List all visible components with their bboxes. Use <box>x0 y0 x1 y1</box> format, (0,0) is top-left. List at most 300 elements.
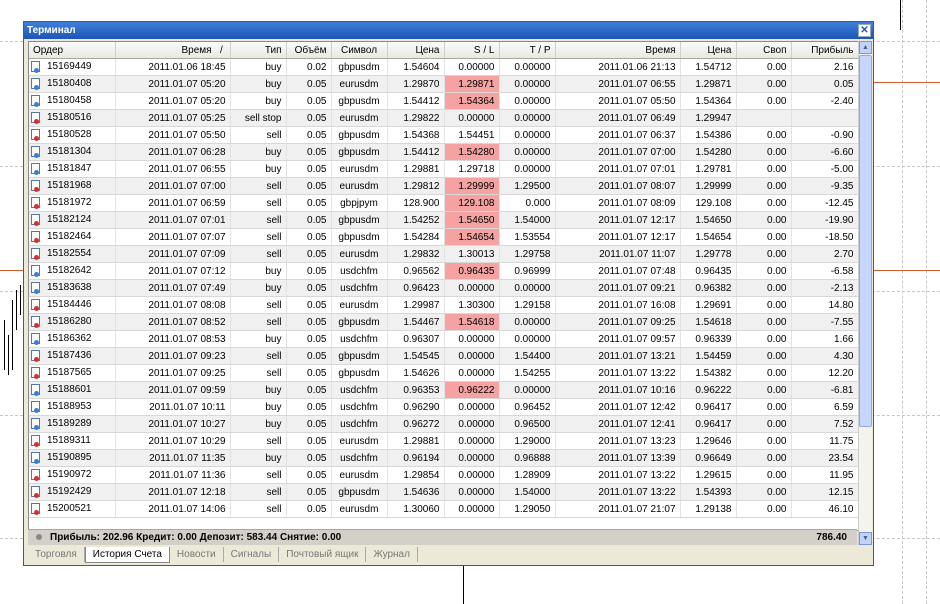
close-price-cell: 1.29781 <box>680 161 736 178</box>
tp-cell: 0.00000 <box>499 382 555 399</box>
sl-cell: 0.00000 <box>444 331 499 348</box>
tp-cell: 0.00000 <box>499 144 555 161</box>
open-time-cell: 2011.01.07 06:59 <box>115 195 230 212</box>
swap-cell: 0.00 <box>736 212 791 229</box>
table-row[interactable] <box>29 144 858 161</box>
order-document-icon <box>31 95 40 106</box>
volume-cell: 0.05 <box>286 433 331 450</box>
close-time-cell: 2011.01.07 06:55 <box>555 76 680 93</box>
sl-cell: 1.54364 <box>444 93 499 110</box>
swap-cell: 0.00 <box>736 467 791 484</box>
sl-cell: 0.00000 <box>444 416 499 433</box>
profit-cell: 7.52 <box>791 416 858 433</box>
open-price-cell: 0.96194 <box>387 450 444 467</box>
close-time-cell: 2011.01.07 06:49 <box>555 110 680 127</box>
grid-line <box>902 0 903 604</box>
table-row[interactable] <box>29 195 858 212</box>
order-number: 15180408 <box>47 78 92 90</box>
open-price-cell: 1.54545 <box>387 348 444 365</box>
column-header-close-price[interactable]: Цена <box>680 42 736 59</box>
order-document-icon <box>31 486 40 497</box>
order-document-icon <box>31 180 40 191</box>
tp-cell: 0.000 <box>499 195 555 212</box>
order-document-icon <box>31 146 40 157</box>
open-time-cell: 2011.01.06 18:45 <box>115 59 230 76</box>
close-time-cell: 2011.01.07 12:17 <box>555 212 680 229</box>
candle <box>4 320 5 370</box>
profit-cell: 11.75 <box>791 433 858 450</box>
column-header-swap[interactable]: Своп <box>736 42 791 59</box>
sl-cell: 129.108 <box>444 195 499 212</box>
vertical-scrollbar[interactable] <box>858 41 872 545</box>
symbol-cell: usdchfm <box>331 382 387 399</box>
symbol-cell: eurusdm <box>331 433 387 450</box>
open-price-cell: 1.29822 <box>387 110 444 127</box>
tp-cell: 0.00000 <box>499 161 555 178</box>
order-cell <box>29 433 115 450</box>
type-cell: buy <box>230 331 286 348</box>
open-price-cell: 128.900 <box>387 195 444 212</box>
open-time-cell: 2011.01.07 07:09 <box>115 246 230 263</box>
order-number: 15188953 <box>47 401 92 413</box>
close-price-cell: 0.96417 <box>680 399 736 416</box>
order-document-icon <box>31 367 40 378</box>
window-title: Терминал <box>24 22 873 39</box>
type-cell: sell <box>230 195 286 212</box>
table-row[interactable] <box>29 433 858 450</box>
column-header-price[interactable]: Цена <box>387 42 444 59</box>
table-row[interactable] <box>29 212 858 229</box>
order-cell <box>29 212 115 229</box>
type-cell: buy <box>230 161 286 178</box>
close-time-cell: 2011.01.07 12:41 <box>555 416 680 433</box>
order-cell <box>29 467 115 484</box>
tab-3[interactable]: Сигналы <box>224 547 280 562</box>
order-number: 15182124 <box>47 214 92 226</box>
close-time-cell: 2011.01.07 09:25 <box>555 314 680 331</box>
column-header-profit[interactable]: Прибыль <box>791 42 858 59</box>
column-header-symbol[interactable]: Символ <box>331 42 387 59</box>
close-time-cell: 2011.01.07 10:16 <box>555 382 680 399</box>
history-table-container <box>28 41 859 531</box>
swap-cell: 0.00 <box>736 314 791 331</box>
swap-cell: 0.00 <box>736 161 791 178</box>
volume-cell: 0.05 <box>286 144 331 161</box>
order-document-icon <box>31 163 40 174</box>
open-price-cell: 1.54368 <box>387 127 444 144</box>
table-row[interactable] <box>29 501 858 518</box>
volume-cell: 0.05 <box>286 229 331 246</box>
open-price-cell: 0.96423 <box>387 280 444 297</box>
type-cell: sell <box>230 212 286 229</box>
order-number: 15182642 <box>47 265 92 277</box>
order-cell <box>29 93 115 110</box>
profit-cell: -0.90 <box>791 127 858 144</box>
table-row[interactable] <box>29 59 858 76</box>
order-cell <box>29 127 115 144</box>
symbol-cell: usdchfm <box>331 399 387 416</box>
sl-cell: 0.00000 <box>444 399 499 416</box>
table-row[interactable] <box>29 382 858 399</box>
close-time-cell: 2011.01.07 13:39 <box>555 450 680 467</box>
volume-cell: 0.05 <box>286 161 331 178</box>
order-number: 15189311 <box>47 435 91 447</box>
close-time-cell: 2011.01.07 13:22 <box>555 484 680 501</box>
volume-cell: 0.02 <box>286 59 331 76</box>
type-cell: sell <box>230 314 286 331</box>
column-header-sl[interactable]: S / L <box>444 42 499 59</box>
order-document-icon <box>31 316 40 327</box>
close-time-cell: 2011.01.07 13:23 <box>555 433 680 450</box>
order-cell <box>29 501 115 518</box>
sl-cell: 0.00000 <box>444 467 499 484</box>
order-document-icon <box>31 401 40 412</box>
type-cell: buy <box>230 280 286 297</box>
swap-cell: 0.00 <box>736 280 791 297</box>
open-price-cell: 1.54467 <box>387 314 444 331</box>
type-cell: sell <box>230 297 286 314</box>
swap-cell: 0.00 <box>736 501 791 518</box>
order-document-icon <box>31 248 40 259</box>
open-price-cell: 0.96562 <box>387 263 444 280</box>
summary-text: Прибыль: 202.96 Кредит: 0.00 Депозит: 583.44 Снятие: 0.00 <box>50 532 342 543</box>
symbol-cell: gbpusdm <box>331 127 387 144</box>
order-document-icon <box>31 61 40 72</box>
sl-cell: 0.00000 <box>444 501 499 518</box>
order-number: 15192429 <box>47 486 92 498</box>
close-time-cell: 2011.01.07 13:22 <box>555 365 680 382</box>
volume-cell: 0.05 <box>286 246 331 263</box>
volume-cell: 0.05 <box>286 76 331 93</box>
close-time-cell: 2011.01.07 08:09 <box>555 195 680 212</box>
open-price-cell: 1.54412 <box>387 144 444 161</box>
order-number: 15183638 <box>47 282 92 294</box>
tp-cell: 0.96888 <box>499 450 555 467</box>
profit-cell: 46.10 <box>791 501 858 518</box>
open-price-cell: 1.54636 <box>387 484 444 501</box>
volume-cell: 0.05 <box>286 348 331 365</box>
order-cell <box>29 246 115 263</box>
swap-cell: 0.00 <box>736 93 791 110</box>
tab-1[interactable]: История Счета <box>85 547 170 563</box>
type-cell: sell <box>230 467 286 484</box>
tp-cell: 0.96500 <box>499 416 555 433</box>
type-cell: sell <box>230 229 286 246</box>
order-number: 15190895 <box>47 452 92 464</box>
close-price-cell: 1.54280 <box>680 144 736 161</box>
profit-cell: -6.81 <box>791 382 858 399</box>
close-price-cell: 129.108 <box>680 195 736 212</box>
close-price-cell: 0.96435 <box>680 263 736 280</box>
table-row[interactable] <box>29 280 858 297</box>
order-document-icon <box>31 418 40 429</box>
close-time-cell: 2011.01.07 08:07 <box>555 178 680 195</box>
type-cell: buy <box>230 144 286 161</box>
open-price-cell: 1.29881 <box>387 433 444 450</box>
close-price-cell: 1.29138 <box>680 501 736 518</box>
profit-cell: -2.40 <box>791 93 858 110</box>
candle <box>12 300 13 370</box>
symbol-cell: gbpusdm <box>331 59 387 76</box>
swap-cell: 0.00 <box>736 348 791 365</box>
open-price-cell: 1.29881 <box>387 161 444 178</box>
type-cell: buy <box>230 93 286 110</box>
column-header-close-time[interactable]: Время <box>555 42 680 59</box>
table-row[interactable] <box>29 467 858 484</box>
tp-cell: 0.96452 <box>499 399 555 416</box>
type-cell: sell <box>230 433 286 450</box>
close-price-cell: 1.54393 <box>680 484 736 501</box>
open-price-cell: 1.54604 <box>387 59 444 76</box>
table-row[interactable] <box>29 178 858 195</box>
period-separator <box>900 0 901 30</box>
table-row[interactable] <box>29 229 858 246</box>
open-price-cell: 0.96272 <box>387 416 444 433</box>
order-cell <box>29 348 115 365</box>
tab-0[interactable]: Торговля <box>28 547 85 562</box>
swap-cell: 0.00 <box>736 59 791 76</box>
sl-cell: 1.30300 <box>444 297 499 314</box>
order-document-icon <box>31 231 40 242</box>
tab-2[interactable]: Новости <box>170 547 224 562</box>
swap-cell: 0.00 <box>736 144 791 161</box>
order-cell <box>29 331 115 348</box>
scroll-down-icon[interactable]: ▼ <box>859 532 872 545</box>
open-price-cell: 1.29854 <box>387 467 444 484</box>
table-row[interactable] <box>29 93 858 110</box>
scroll-up-icon[interactable]: ▲ <box>859 41 872 54</box>
swap-cell: 0.00 <box>736 399 791 416</box>
open-price-cell: 1.29812 <box>387 178 444 195</box>
open-price-cell: 1.54626 <box>387 365 444 382</box>
type-cell: sell <box>230 365 286 382</box>
table-row[interactable] <box>29 76 858 93</box>
column-header-order[interactable]: Ордер <box>29 42 115 59</box>
open-price-cell: 1.54284 <box>387 229 444 246</box>
volume-cell: 0.05 <box>286 93 331 110</box>
table-row[interactable] <box>29 263 858 280</box>
swap-cell: 0.00 <box>736 76 791 93</box>
table-row[interactable] <box>29 416 858 433</box>
profit-cell: 4.30 <box>791 348 858 365</box>
volume-cell: 0.05 <box>286 399 331 416</box>
profit-cell: -7.55 <box>791 314 858 331</box>
close-time-cell: 2011.01.07 21:07 <box>555 501 680 518</box>
history-table <box>29 42 859 518</box>
volume-cell: 0.05 <box>286 195 331 212</box>
table-row[interactable] <box>29 161 858 178</box>
symbol-cell: gbpusdm <box>331 212 387 229</box>
symbol-cell: eurusdm <box>331 501 387 518</box>
column-header-open-time[interactable] <box>115 42 230 59</box>
profit-cell: 11.95 <box>791 467 858 484</box>
order-document-icon <box>31 333 40 344</box>
tab-4[interactable]: Почтовый ящик <box>279 547 366 562</box>
open-price-cell: 1.29832 <box>387 246 444 263</box>
sl-cell: 0.00000 <box>444 59 499 76</box>
open-time-cell: 2011.01.07 07:49 <box>115 280 230 297</box>
order-document-icon <box>31 214 40 225</box>
volume-cell: 0.05 <box>286 110 331 127</box>
table-row[interactable] <box>29 297 858 314</box>
close-price-cell: 0.96222 <box>680 382 736 399</box>
table-row[interactable] <box>29 314 858 331</box>
sl-cell: 1.54654 <box>444 229 499 246</box>
sl-cell: 1.54618 <box>444 314 499 331</box>
close-time-cell: 2011.01.07 12:17 <box>555 229 680 246</box>
volume-cell: 0.05 <box>286 484 331 501</box>
table-row[interactable] <box>29 110 858 127</box>
order-number: 15181304 <box>47 146 92 158</box>
open-time-cell: 2011.01.07 11:35 <box>115 450 230 467</box>
tab-5[interactable]: Журнал <box>366 547 418 562</box>
order-cell <box>29 178 115 195</box>
volume-cell: 0.05 <box>286 331 331 348</box>
swap-cell: 0.00 <box>736 382 791 399</box>
swap-cell: 0.00 <box>736 229 791 246</box>
profit-cell: -2.13 <box>791 280 858 297</box>
close-time-cell: 2011.01.07 05:50 <box>555 93 680 110</box>
symbol-cell: eurusdm <box>331 178 387 195</box>
close-price-cell: 1.54618 <box>680 314 736 331</box>
close-price-cell: 0.96339 <box>680 331 736 348</box>
symbol-cell: gbpusdm <box>331 484 387 501</box>
profit-cell: 1.66 <box>791 331 858 348</box>
open-time-cell: 2011.01.07 11:36 <box>115 467 230 484</box>
table-row[interactable] <box>29 484 858 501</box>
open-time-cell: 2011.01.07 10:11 <box>115 399 230 416</box>
swap-cell: 0.00 <box>736 365 791 382</box>
sl-cell: 0.00000 <box>444 365 499 382</box>
tp-cell: 1.29158 <box>499 297 555 314</box>
type-cell: sell <box>230 348 286 365</box>
open-time-cell: 2011.01.07 05:20 <box>115 76 230 93</box>
close-price-cell: 1.54712 <box>680 59 736 76</box>
order-document-icon <box>31 78 40 89</box>
close-icon[interactable]: ✕ <box>858 24 871 37</box>
tp-cell: 0.00000 <box>499 76 555 93</box>
open-price-cell: 1.29870 <box>387 76 444 93</box>
order-cell <box>29 263 115 280</box>
order-document-icon <box>31 350 40 361</box>
candle <box>16 290 17 330</box>
swap-cell: 0.00 <box>736 416 791 433</box>
open-price-cell: 1.30060 <box>387 501 444 518</box>
close-price-cell: 1.29615 <box>680 467 736 484</box>
order-document-icon <box>31 112 40 123</box>
price-line <box>874 82 940 83</box>
order-document-icon <box>31 384 40 395</box>
open-time-cell: 2011.01.07 08:53 <box>115 331 230 348</box>
symbol-cell: eurusdm <box>331 467 387 484</box>
volume-cell: 0.05 <box>286 501 331 518</box>
close-time-cell: 2011.01.07 13:22 <box>555 467 680 484</box>
order-cell <box>29 416 115 433</box>
type-cell: buy <box>230 399 286 416</box>
type-cell: sell stop <box>230 110 286 127</box>
open-price-cell: 1.29987 <box>387 297 444 314</box>
profit-cell: -12.45 <box>791 195 858 212</box>
tp-cell: 1.29758 <box>499 246 555 263</box>
open-time-cell: 2011.01.07 07:07 <box>115 229 230 246</box>
order-number: 15184446 <box>47 299 92 311</box>
table-row[interactable] <box>29 246 858 263</box>
symbol-cell: usdchfm <box>331 416 387 433</box>
close-price-cell: 0.96417 <box>680 416 736 433</box>
order-cell <box>29 110 115 127</box>
type-cell: sell <box>230 501 286 518</box>
order-cell <box>29 382 115 399</box>
type-cell: buy <box>230 416 286 433</box>
swap-cell: 0.00 <box>736 297 791 314</box>
type-cell: sell <box>230 246 286 263</box>
table-row[interactable] <box>29 348 858 365</box>
order-cell <box>29 280 115 297</box>
close-time-cell: 2011.01.07 12:42 <box>555 399 680 416</box>
tp-cell: 1.53554 <box>499 229 555 246</box>
close-price-cell: 1.54364 <box>680 93 736 110</box>
open-time-cell: 2011.01.07 05:25 <box>115 110 230 127</box>
open-time-cell: 2011.01.07 09:25 <box>115 365 230 382</box>
profit-cell: -6.60 <box>791 144 858 161</box>
sl-cell: 1.54280 <box>444 144 499 161</box>
profit-cell: 6.59 <box>791 399 858 416</box>
open-price-cell: 1.54252 <box>387 212 444 229</box>
close-price-cell: 0.96649 <box>680 450 736 467</box>
table-row[interactable] <box>29 127 858 144</box>
open-time-cell: 2011.01.07 10:29 <box>115 433 230 450</box>
volume-cell: 0.05 <box>286 280 331 297</box>
close-time-cell: 2011.01.07 07:00 <box>555 144 680 161</box>
scroll-thumb[interactable] <box>859 55 872 427</box>
open-price-cell: 0.96290 <box>387 399 444 416</box>
tp-cell: 1.29050 <box>499 501 555 518</box>
close-price-cell: 1.29871 <box>680 76 736 93</box>
column-header-tp[interactable]: T / P <box>499 42 555 59</box>
table-row[interactable] <box>29 450 858 467</box>
tp-cell: 1.29000 <box>499 433 555 450</box>
open-time-cell: 2011.01.07 05:20 <box>115 93 230 110</box>
close-price-cell: 1.29646 <box>680 433 736 450</box>
sl-cell: 1.29999 <box>444 178 499 195</box>
close-time-cell: 2011.01.07 07:01 <box>555 161 680 178</box>
close-price-cell: 1.29947 <box>680 110 736 127</box>
column-header-type[interactable]: Тип <box>230 42 286 59</box>
type-cell: sell <box>230 178 286 195</box>
tp-cell: 1.54255 <box>499 365 555 382</box>
sl-cell: 0.96435 <box>444 263 499 280</box>
order-cell <box>29 399 115 416</box>
table-row[interactable] <box>29 365 858 382</box>
tp-cell: 0.00000 <box>499 127 555 144</box>
order-number: 15186362 <box>47 333 92 345</box>
open-time-cell: 2011.01.07 10:27 <box>115 416 230 433</box>
order-cell <box>29 314 115 331</box>
column-header-volume[interactable]: Объём <box>286 42 331 59</box>
symbol-cell: gbpusdm <box>331 144 387 161</box>
volume-cell: 0.05 <box>286 416 331 433</box>
terminal-window <box>23 21 874 566</box>
sl-cell: 0.00000 <box>444 450 499 467</box>
type-cell: sell <box>230 127 286 144</box>
symbol-cell: gbpusdm <box>331 365 387 382</box>
table-row[interactable] <box>29 331 858 348</box>
close-price-cell: 1.29691 <box>680 297 736 314</box>
symbol-cell: eurusdm <box>331 246 387 263</box>
order-number: 15181968 <box>47 180 92 192</box>
table-row[interactable] <box>29 399 858 416</box>
tp-cell: 0.00000 <box>499 59 555 76</box>
